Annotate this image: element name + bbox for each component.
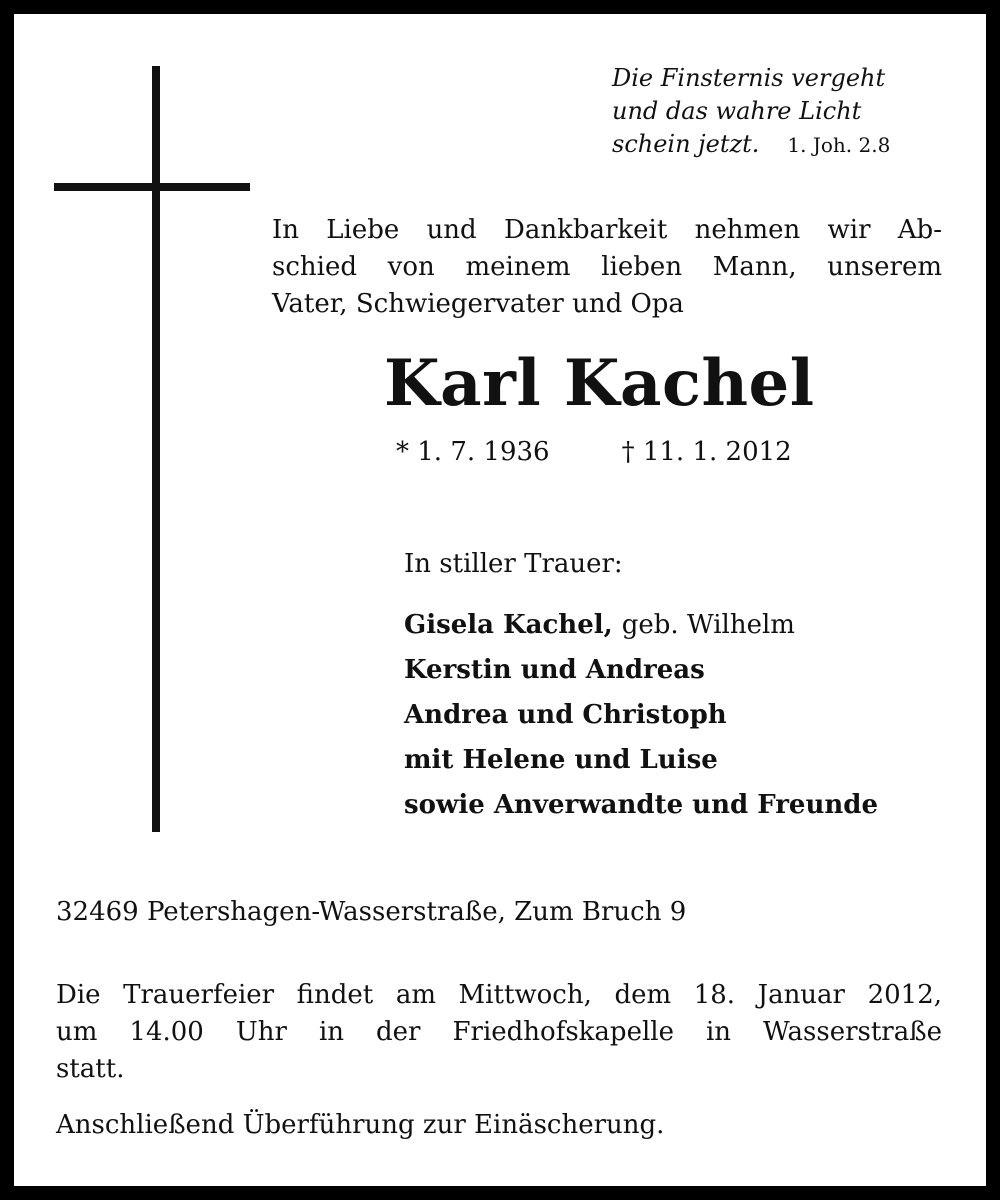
mourner-line: mit Helene und Luise — [404, 745, 718, 775]
mourner-widow — [404, 603, 964, 648]
verse-line-text: schein jetzt. — [612, 130, 760, 158]
address: 32469 Petershagen-Wasserstraße, Zum Bruch 9 — [56, 897, 687, 927]
ceremony-line: Die Trauerfeier findet am Mittwoch, dem 18. Januar 2012, — [56, 980, 942, 1010]
farewell-line: schied von meinem lieben Mann, unserem — [272, 252, 942, 282]
farewell-line: Vater, Schwiegervater und Opa — [272, 289, 684, 319]
obituary-notice — [14, 14, 986, 1186]
farewell-line: In Liebe und Dankbarkeit nehmen wir Ab- — [272, 215, 942, 245]
ceremony-info — [56, 977, 942, 1088]
mourner-line: Andrea und Christoph — [404, 700, 727, 730]
bible-verse — [612, 62, 952, 162]
death-date: † 11. 1. 2012 — [621, 437, 792, 467]
life-dates — [396, 434, 792, 470]
cross-icon — [152, 66, 160, 832]
cross-icon-beam — [54, 183, 250, 191]
mourner-line: sowie Anverwandte und Freunde — [404, 790, 878, 820]
mourners-list — [404, 603, 964, 828]
farewell-text — [272, 212, 942, 323]
deceased-name: Karl Kachel — [384, 346, 815, 421]
birth-date: * 1. 7. 1936 — [396, 437, 550, 467]
mourner-name: Gisela Kachel, — [404, 610, 613, 640]
mourner-line: Kerstin und Andreas — [404, 655, 705, 685]
ceremony-line: statt. — [56, 1054, 125, 1084]
ceremony-line: um 14.00 Uhr in der Friedhofskapelle in Wasserstraße — [56, 1017, 942, 1047]
maiden-name: geb. Wilhelm — [621, 610, 795, 640]
verse-line: und das wahre Licht — [612, 97, 862, 125]
cremation-note: Anschließend Überführung zur Einäscherung. — [56, 1110, 665, 1140]
verse-reference: 1. Joh. 2.8 — [787, 133, 891, 157]
verse-line-last — [612, 128, 952, 162]
verse-line: Die Finsternis vergeht — [612, 64, 886, 92]
mourning-label: In stiller Trauer: — [404, 549, 623, 579]
